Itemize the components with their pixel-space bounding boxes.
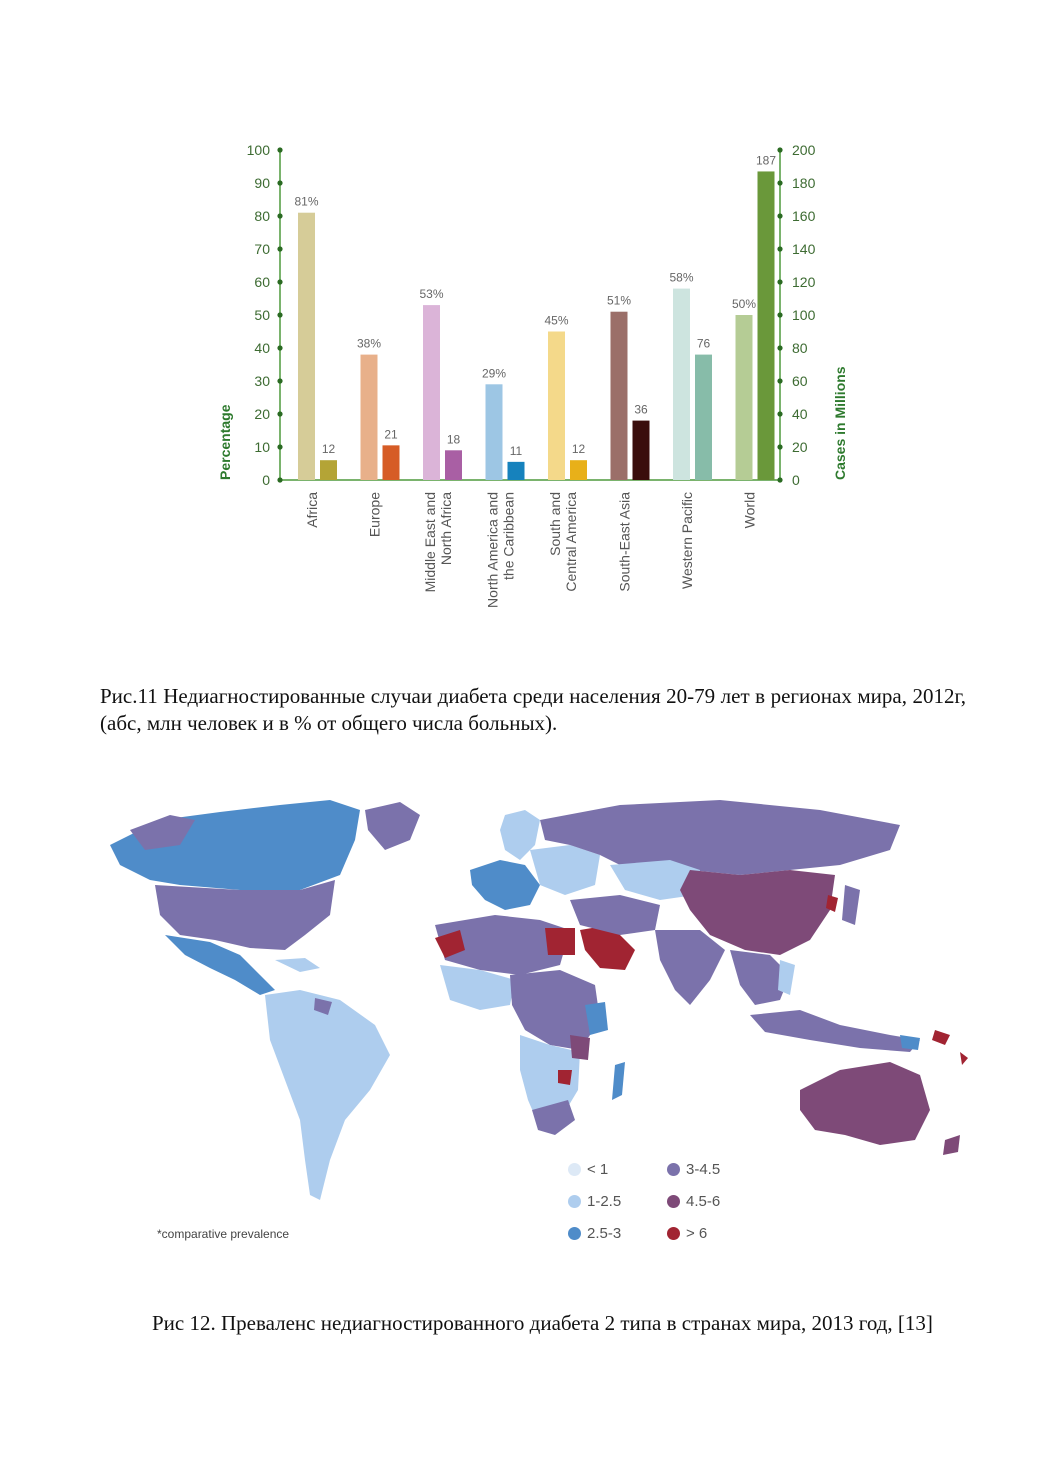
bar-cases-label: 11 [509,443,523,458]
bar-cases [758,171,775,480]
left-tick-label: 90 [254,175,270,191]
right-tick-dot [777,345,782,350]
legend-item-3-4.5 [667,1161,720,1178]
bar-percentage [611,312,628,480]
bar-percentage [486,384,503,480]
left-tick-dot [277,279,282,284]
left-tick-dot [277,411,282,416]
bar-percentage-label: 53% [419,287,444,302]
left-tick-label: 20 [254,406,270,422]
legend-item-gt6 [667,1225,707,1242]
indonesia-region [750,1010,920,1052]
left-tick-label: 50 [254,307,270,323]
legend-label: > 6 [686,1225,708,1242]
left-tick-dot [277,477,282,482]
left-tick-label: 30 [254,373,270,389]
bar-percentage [298,213,315,480]
bar-percentage [736,315,753,480]
right-tick-dot [777,477,782,482]
bar-cases [320,460,337,480]
legend-item-1-2.5 [568,1193,621,1210]
japan-region [842,885,860,925]
legend-dot-icon [667,1195,680,1208]
right-tick-label: 140 [792,241,816,257]
right-axis-title: Cases in Millions [832,366,848,480]
left-tick-label: 10 [254,439,270,455]
bar-cases-label: 18 [446,432,461,447]
bar-cases-label: 36 [634,402,648,417]
middle-east-region [570,895,660,935]
category-label: Africa [304,492,320,528]
greenland-region [365,802,420,850]
left-tick-dot [277,378,282,383]
madagascar-region [612,1062,625,1100]
bar-percentage-label: 45% [544,313,569,328]
undiagnosed-diabetes-chart [200,130,880,650]
caribbean-region [275,958,320,972]
figure-12-caption: Рис 12. Преваленс недиагностированного диабета 2 типа в странах мира, 2013 год, [13] [152,1311,933,1335]
legend-label: 3-4.5 [686,1161,721,1178]
legend-item-lt1 [568,1161,608,1178]
legend-label: 2.5-3 [587,1225,622,1242]
left-axis-title: Percentage [217,404,233,480]
legend-dot-icon [667,1163,680,1176]
left-tick-label: 80 [254,208,270,224]
pacific-islands-region [932,1030,968,1065]
tanzania-region [570,1035,590,1060]
bar-cases [383,445,400,480]
right-tick-dot [777,312,782,317]
legend-dot-icon [568,1163,581,1176]
category-label: World [741,492,758,529]
category-label: the Caribbean [500,492,517,580]
bar-percentage-label: 50% [731,297,757,311]
legend-label: 4.5-6 [686,1193,721,1210]
category-label: North Africa [438,492,454,566]
east-europe-region [530,845,600,895]
category-label: Central America [563,492,579,592]
right-tick-dot [777,411,782,416]
left-tick-label: 0 [262,472,270,488]
left-tick-label: 70 [254,241,270,257]
legend-dot-icon [568,1227,581,1240]
category-label: South and [547,492,563,556]
bar-chart-svg [200,130,880,650]
bar-cases [570,460,587,480]
bar-percentage-label: 38% [356,336,382,351]
bar-cases-label: 12 [321,442,336,457]
left-tick-dot [277,213,282,218]
legend-label: 1-2.5 [587,1193,622,1210]
bar-cases [445,450,462,480]
right-tick-label: 0 [792,472,800,488]
world-map-svg [100,790,995,1250]
left-tick-dot [277,312,282,317]
bar-percentage-label: 81% [294,194,319,209]
right-tick-dot [777,147,782,152]
legend-dot-icon [568,1195,581,1208]
legend-item-4.5-6 [667,1193,720,1210]
right-tick-label: 60 [792,373,808,389]
bar-percentage [548,332,565,481]
right-tick-label: 200 [792,142,816,158]
legend-item-2.5-3 [568,1225,621,1242]
india-region [655,930,725,1005]
bar-percentage [423,305,440,480]
right-tick-label: 180 [792,175,816,191]
bar-cases [633,421,650,480]
category-label: South-East Asia [616,492,633,592]
south-america-region [265,990,390,1200]
category-label: Western Pacific [679,492,695,589]
png-region [900,1035,920,1050]
figure-11-caption: Рис.11 Недиагностированные случаи диабета среди населения 20-79 лет в регионах мира, 2012г, (абс, млн человек и в % от общего числа больных). [100,684,966,735]
right-tick-dot [777,378,782,383]
australia-region [800,1062,930,1145]
bar-percentage-label: 58% [669,270,694,285]
left-tick-dot [277,180,282,185]
bar-percentage-label: 29% [481,366,507,381]
left-tick-dot [277,147,282,152]
right-tick-label: 160 [792,208,816,224]
bar-cases-label: 187 [755,153,777,168]
left-tick-label: 40 [254,340,270,356]
west-europe-region [470,860,540,910]
category-label: Europe [366,492,383,538]
right-tick-dot [777,246,782,251]
new-zealand-region [943,1135,960,1155]
left-tick-dot [277,444,282,449]
right-tick-label: 20 [792,439,808,455]
right-tick-dot [777,180,782,185]
bar-cases [695,355,712,480]
map-footnote: *comparative prevalence [157,1227,290,1241]
right-tick-dot [777,444,782,449]
left-tick-label: 100 [246,142,270,158]
bar-percentage-label: 51% [606,293,632,308]
bar-cases-label: 21 [384,427,398,442]
bar-cases-label: 12 [571,442,586,457]
right-tick-label: 120 [792,274,816,290]
left-tick-dot [277,345,282,350]
right-tick-label: 100 [792,307,816,323]
legend-dot-icon [667,1227,680,1240]
bar-percentage [673,289,690,480]
vietnam-region [778,960,795,995]
category-label: North America and [484,492,501,608]
zimbabwe-region [558,1070,572,1085]
right-tick-label: 80 [792,340,808,356]
world-map [100,790,995,1250]
right-tick-label: 40 [792,406,808,422]
legend-label: < 1 [587,1161,609,1178]
egypt-region [545,928,575,955]
right-tick-dot [777,279,782,284]
right-tick-dot [777,213,782,218]
left-tick-dot [277,246,282,251]
bar-percentage [361,355,378,480]
category-label: Middle East and [422,492,438,593]
bar-cases-label: 76 [696,336,711,351]
bar-cases [508,462,525,480]
left-tick-label: 60 [254,274,270,290]
